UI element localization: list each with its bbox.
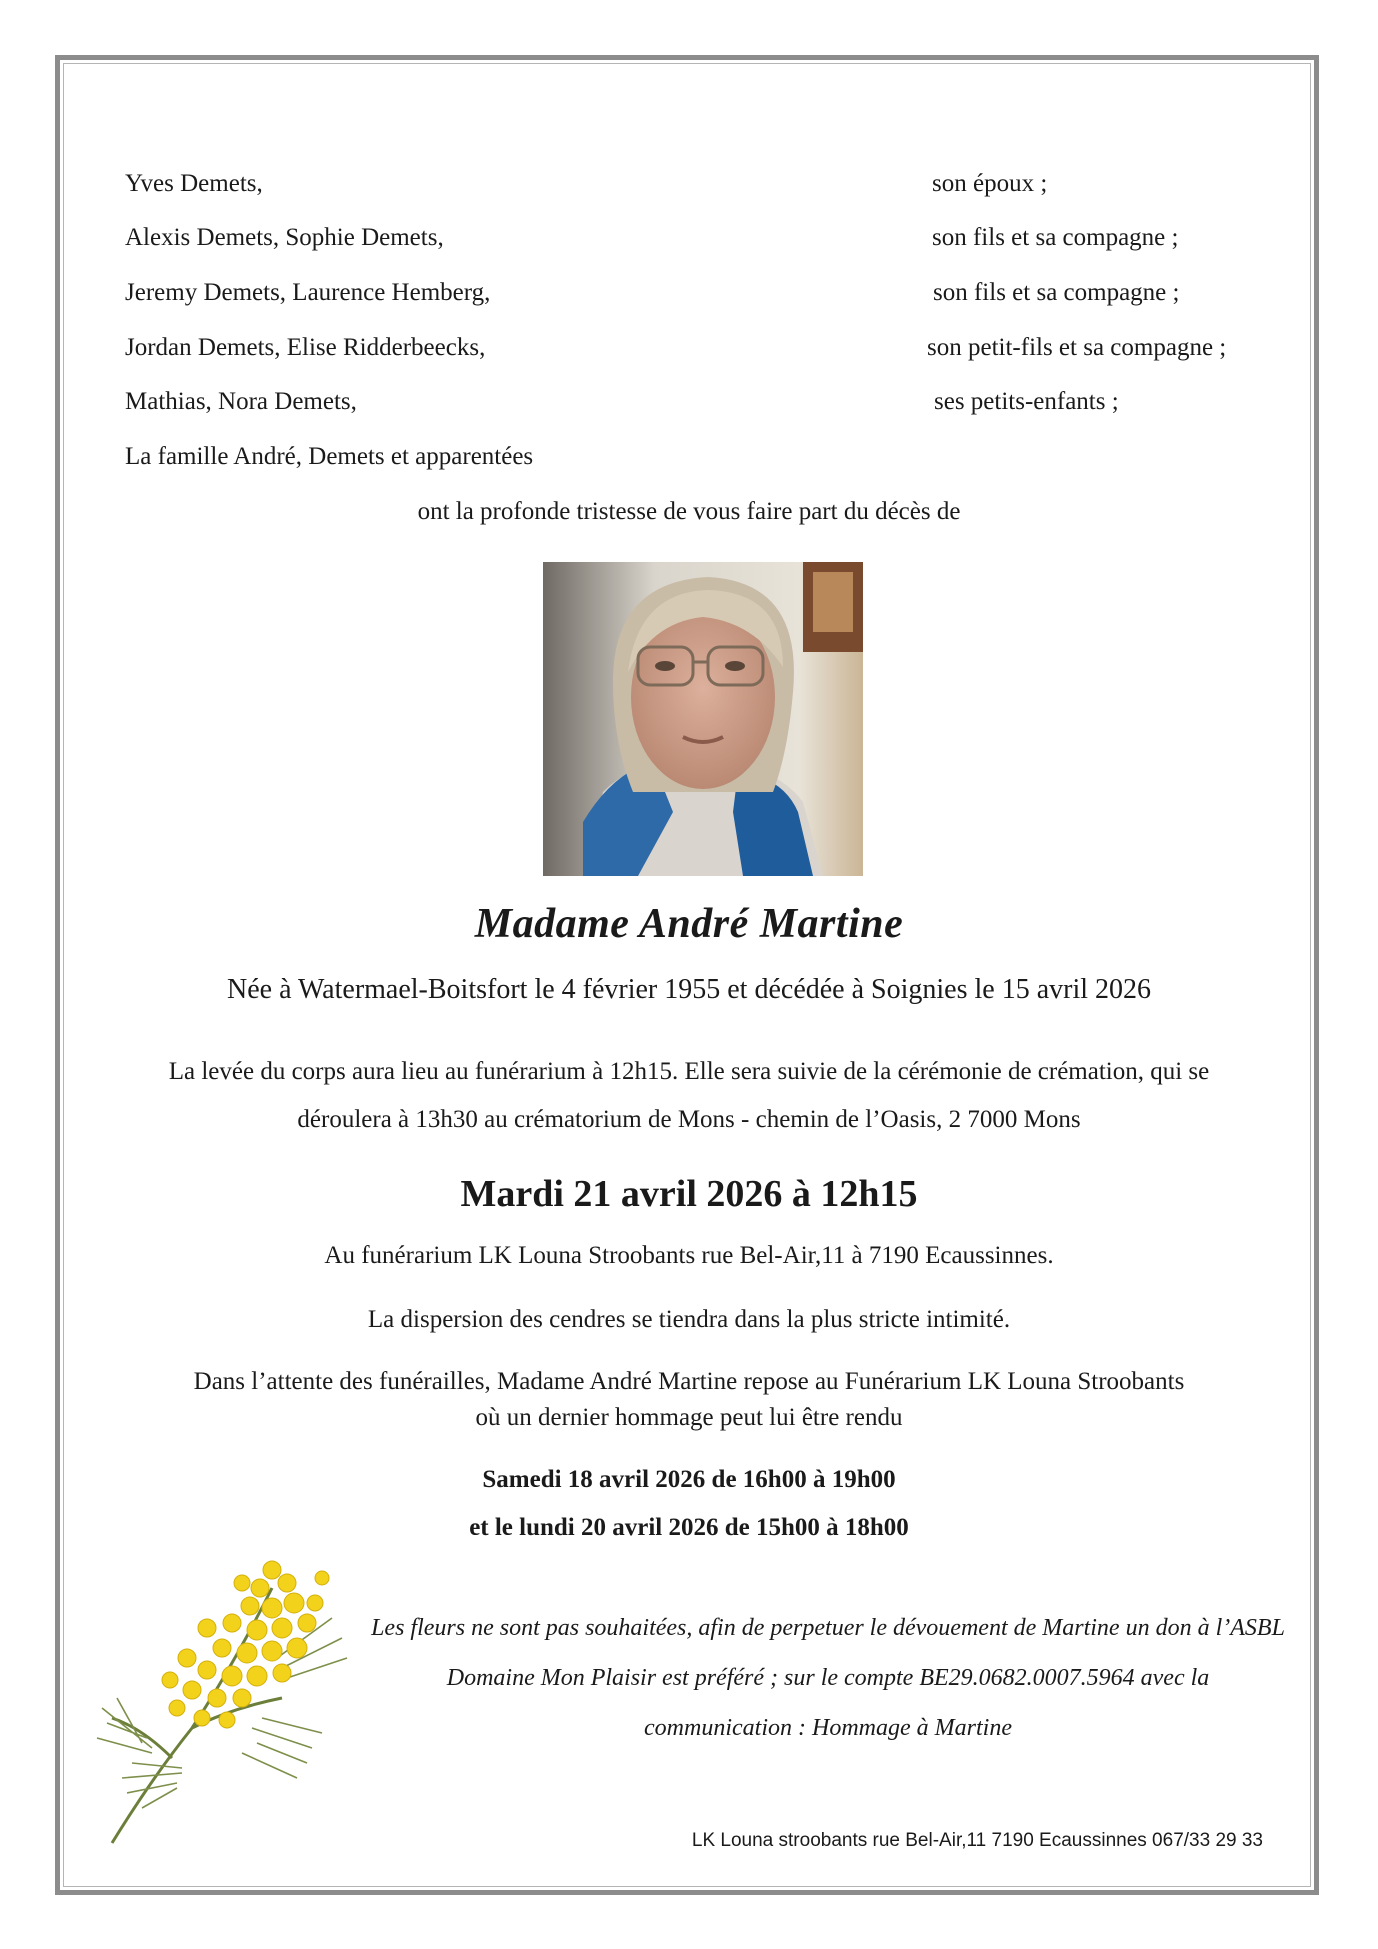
family-relation: son époux ; xyxy=(932,170,1048,197)
family-relation: ses petits-enfants ; xyxy=(934,388,1119,415)
ashes-dispersion: La dispersion des cendres se tiendra dans la plus stricte intimité. xyxy=(367,1306,1011,1333)
family-name: Mathias, Nora Demets, xyxy=(125,388,357,415)
announcement: ont la profonde tristesse de vous faire part du décès de xyxy=(417,498,961,525)
ceremony-text-line: La levée du corps aura lieu au funérarium à 12h15. Elle sera suivie de la cérémonie de crémation, qui se xyxy=(168,1058,1210,1085)
family-relation: son petit-fils et sa compagne ; xyxy=(927,334,1227,361)
family-row xyxy=(125,218,1275,258)
visitation-text-line: Dans l’attente des funérailles, Madame André Martine repose au Funérarium LK Louna Stroobants xyxy=(193,1368,1185,1395)
visitation-text-line: où un dernier hommage peut lui être rendu xyxy=(475,1404,903,1431)
family-name: La famille André, Demets et apparentées xyxy=(125,443,534,470)
family-relation: son fils et sa compagne ; xyxy=(932,224,1179,251)
family-row xyxy=(125,273,1275,313)
donation-note-line: Domaine Mon Plaisir est préféré ; sur le compte BE29.0682.0007.5964 avec la xyxy=(446,1665,1210,1691)
visitation-slot: et le lundi 20 avril 2026 de 15h00 à 18h00 xyxy=(469,1514,909,1541)
visitation-slot: Samedi 18 avril 2026 de 16h00 à 19h00 xyxy=(482,1466,896,1493)
donation-note-line: communication : Hommage à Martine xyxy=(644,1715,1012,1741)
funeral-home-contact: LK Louna stroobants rue Bel-Air,11 7190 Ecaussinnes 067/33 29 33 xyxy=(691,1830,1263,1851)
mimosa-flower-icon xyxy=(82,1548,362,1848)
family-row xyxy=(125,437,1275,477)
family-name: Yves Demets, xyxy=(125,170,263,197)
family-row xyxy=(125,328,1275,368)
deceased-name: Madame André Martine xyxy=(474,901,904,947)
ceremony-text-line: déroulera à 13h30 au crématorium de Mons - chemin de l’Oasis, 2 7000 Mons xyxy=(297,1106,1081,1133)
family-name: Jeremy Demets, Laurence Hemberg, xyxy=(125,279,491,306)
ceremony-date: Mardi 21 avril 2026 à 12h15 xyxy=(460,1173,918,1215)
ceremony-venue: Au funérarium LK Louna Stroobants rue Bel-Air,11 à 7190 Ecaussinnes. xyxy=(324,1242,1054,1269)
birth-death-dates: Née à Watermael-Boitsfort le 4 février 1955 et décédée à Soignies le 15 avril 2026 xyxy=(227,974,1151,1005)
donation-note-line: Les fleurs ne sont pas souhaitées, afin de perpetuer le dévouement de Martine un don à l’ASBL xyxy=(371,1615,1285,1641)
family-name: Alexis Demets, Sophie Demets, xyxy=(125,224,444,251)
portrait-photo xyxy=(543,562,863,876)
family-relation: son fils et sa compagne ; xyxy=(933,279,1180,306)
family-row xyxy=(125,164,1275,204)
family-name: Jordan Demets, Elise Ridderbeecks, xyxy=(125,334,486,361)
family-row xyxy=(125,382,1275,422)
